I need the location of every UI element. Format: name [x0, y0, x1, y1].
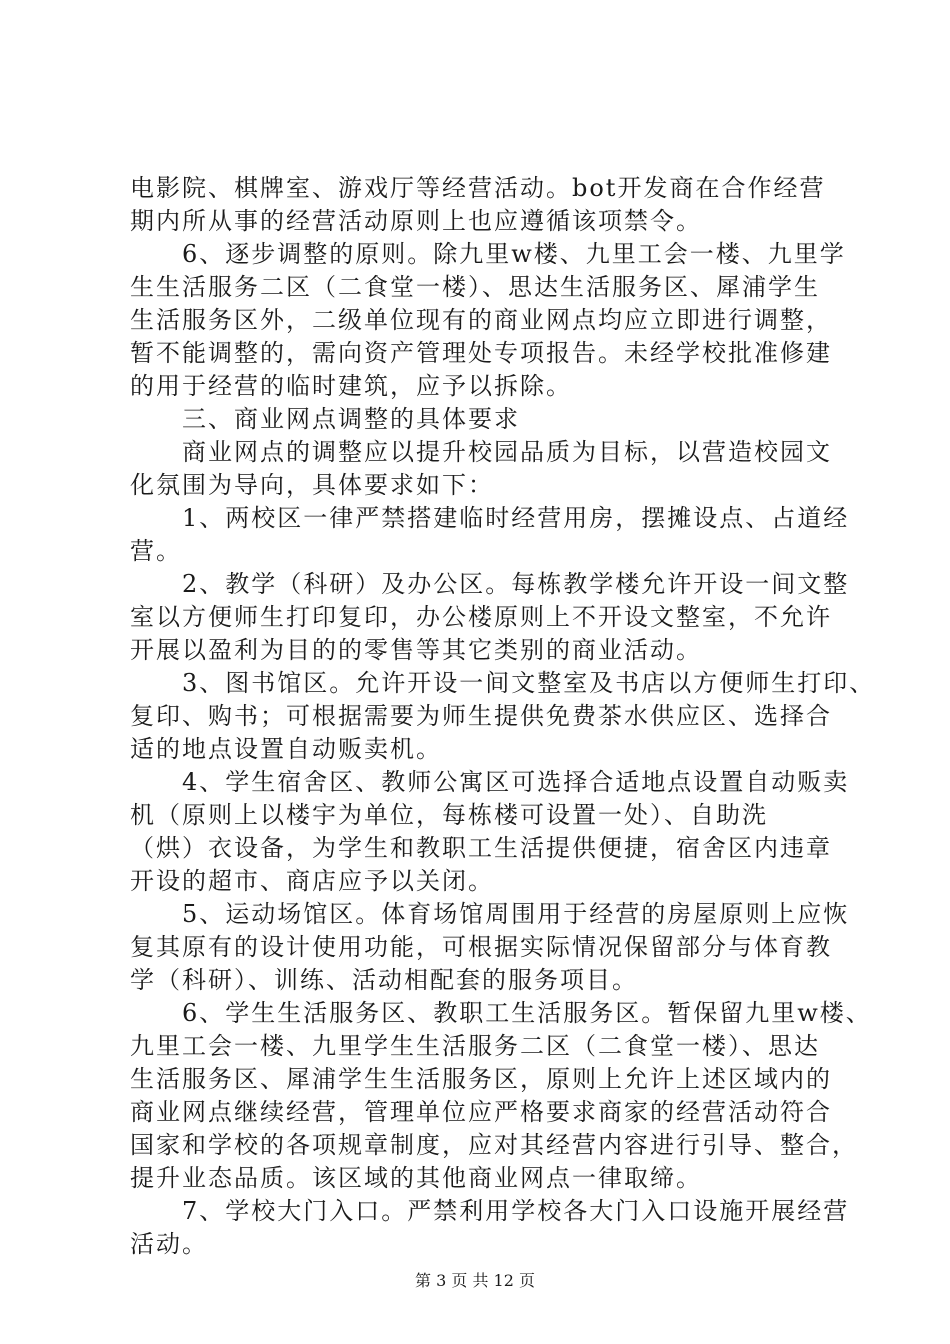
section-heading: 三、商业网点调整的具体要求 [130, 405, 520, 433]
text-line: 开设的超市、商店应予以关闭。 [130, 867, 494, 895]
text-line: 暂不能调整的，需向资产管理处专项报告。未经学校批准修建 [130, 339, 832, 367]
text-line: 7、学校大门入口。严禁利用学校各大门入口设施开展经营 [130, 1197, 850, 1225]
text-line: 5、运动场馆区。体育场馆周围用于经营的房屋原则上应恢 [130, 900, 850, 928]
document-body [130, 172, 876, 1261]
text-line: 学（科研）、训练、活动相配套的服务项目。 [130, 966, 638, 994]
text-line: 6、逐步调整的原则。除九里w楼、九里工会一楼、九里学 [130, 240, 846, 268]
text-line: 商业网点的调整应以提升校园品质为目标，以营造校园文 [130, 438, 832, 466]
text-line: 商业网点继续经营，管理单位应严格要求商家的经营活动符合 [130, 1098, 832, 1126]
text-line: 化氛围为导向，具体要求如下： [130, 471, 494, 499]
page-number-footer: 第 3 页 共 12 页 [415, 1271, 535, 1290]
text-line: 生生活服务二区（二食堂一楼）、思达生活服务区、犀浦学生 [130, 273, 820, 301]
text-line: 开展以盈利为目的的零售等其它类别的商业活动。 [130, 636, 702, 664]
text-line: 营。 [130, 537, 182, 565]
text-line: 复印、购书；可根据需要为师生提供免费茶水供应区、选择合 [130, 702, 832, 730]
text-line: 的用于经营的临时建筑，应予以拆除。 [130, 372, 572, 400]
text-line: （烘）衣设备，为学生和教职工生活提供便捷，宿舍区内违章 [130, 834, 832, 862]
text-line: 提升业态品质。该区域的其他商业网点一律取缔。 [130, 1164, 702, 1192]
text-line: 复其原有的设计使用功能，可根据实际情况保留部分与体育教 [130, 933, 832, 961]
text-line: 6、学生生活服务区、教职工生活服务区。暂保留九里w楼、 [130, 999, 872, 1027]
text-line: 室以方便师生打印复印，办公楼原则上不开设文整室，不允许 [130, 603, 832, 631]
text-line: 生活服务区、犀浦学生生活服务区，原则上允许上述区域内的 [130, 1065, 832, 1093]
text-line: 机（原则上以楼宇为单位，每栋楼可设置一处）、自助洗 [130, 801, 768, 829]
text-line: 1、两校区一律严禁搭建临时经营用房，摆摊设点、占道经 [130, 504, 850, 532]
text-line: 生活服务区外，二级单位现有的商业网点均应立即进行调整， [130, 306, 832, 334]
text-line: 4、学生宿舍区、教师公寓区可选择合适地点设置自动贩卖 [130, 768, 850, 796]
text-line: 国家和学校的各项规章制度，应对其经营内容进行引导、整合， [130, 1131, 858, 1159]
text-line: 适的地点设置自动贩卖机。 [130, 735, 442, 763]
text-line: 期内所从事的经营活动原则上也应遵循该项禁令。 [130, 207, 702, 235]
text-line: 电影院、棋牌室、游戏厅等经营活动。bot开发商在合作经营 [130, 174, 826, 202]
text-line: 3、图书馆区。允许开设一间文整室及书店以方便师生打印、 [130, 669, 876, 697]
text-line: 2、教学（科研）及办公区。每栋教学楼允许开设一间文整 [130, 570, 850, 598]
text-line: 活动。 [130, 1230, 208, 1258]
text-line: 九里工会一楼、九里学生生活服务二区（二食堂一楼）、思达 [130, 1032, 820, 1060]
